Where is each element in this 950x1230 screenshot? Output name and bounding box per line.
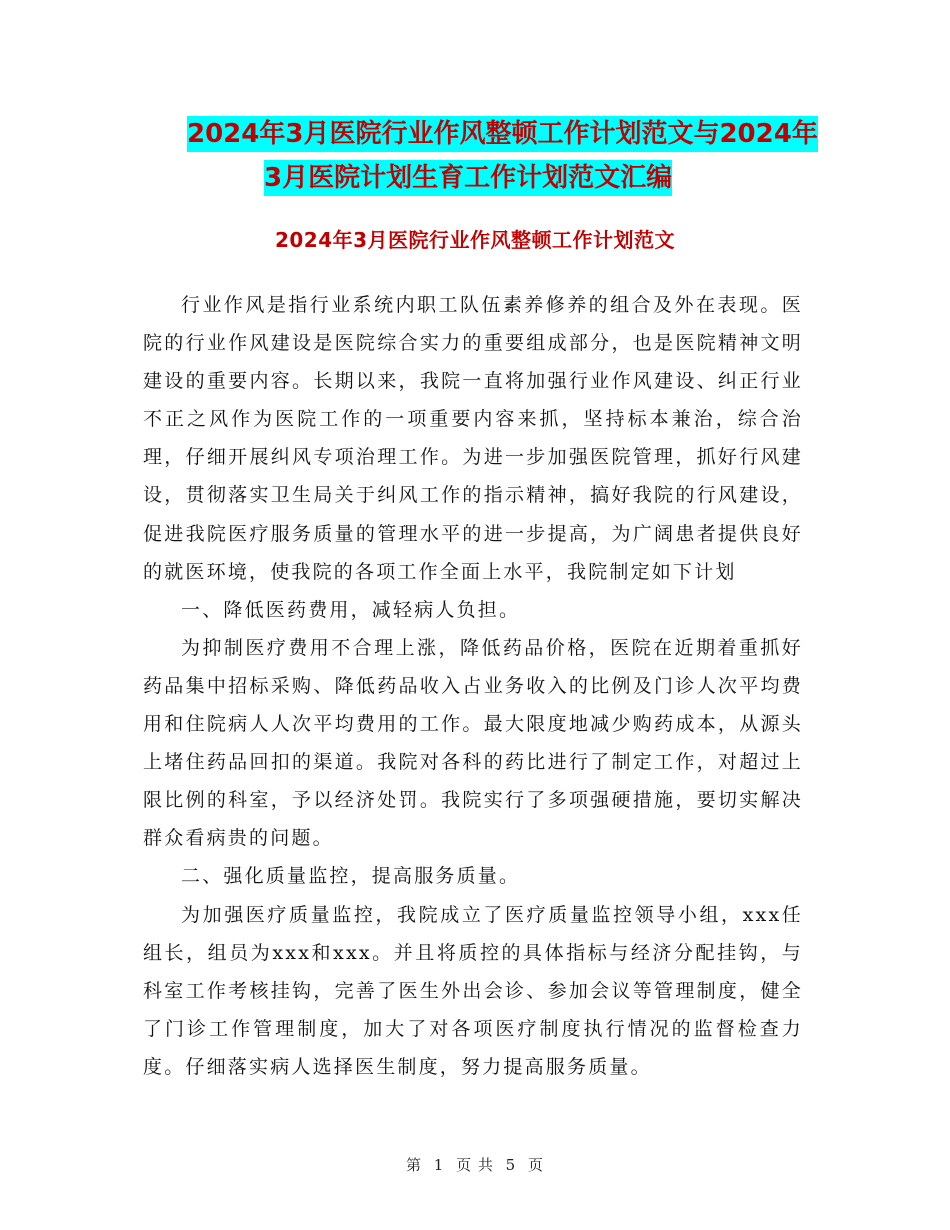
document-main-title	[140, 112, 820, 200]
footer-total-pages: 5	[505, 1156, 517, 1174]
paragraph: 为加强医疗质量监控，我院成立了医疗质量监控领导小组，xxx任组长，组员为xxx和xxx。并且将质控的具体指标与经济分配挂钩，与科室工作考核挂钩，完善了医生外出会诊、参加会议等管理制度，健全了门诊工作管理制度，加大了对各项医疗制度执行情况的监督检查力度。仔细落实病人选择医生制度，努力提高服务质量。	[143, 903, 803, 1078]
section-heading-1: 一、降低医药费用，减轻病人负担。	[181, 598, 521, 621]
page-footer	[0, 1154, 950, 1175]
main-title-line-1: 2024年3月医院行业作风整顿工作计划范文与2024年	[187, 116, 818, 152]
paragraph: 行业作风是指行业系统内职工队伍素养修养的组合及外在表现。医院的行业作风建设是医院综合实力的重要组成部分，也是医院精神文明建设的重要内容。长期以来，我院一直将加强行业作风建设、纠正行业不正之风作为医院工作的一项重要内容来抓，坚持标本兼治，综合治理，仔细开展纠风专项治理工作。为进一步加强医院管理，抓好行风建设，贯彻落实卫生局关于纠风工作的指示精神，搞好我院的行风建设，促进我院医疗服务质量的管理水平的进一步提高，为广阔患者提供良好的就医环境，使我院的各项工作全面上水平，我院制定如下计划	[143, 294, 803, 583]
section-heading-2: 二、强化质量监控，提高服务质量。	[181, 865, 521, 888]
paragraph: 为抑制医疗费用不合理上涨，降低药品价格，医院在近期着重抓好药品集中招标采购、降低药品收入占业务收入的比例及门诊人次平均费用和住院病人人次平均费用的工作。最大限度地减少购药成本，从源头上堵住药品回扣的渠道。我院对各科的药比进行了制定工作，对超过上限比例的科室，予以经济处罚。我院实行了多项强硬措施，要切实解决群众看病贵的问题。	[143, 636, 803, 850]
footer-suffix: 页	[528, 1156, 545, 1174]
footer-prefix: 第	[405, 1156, 422, 1174]
main-title-line-2: 3月医院计划生育工作计划范文汇编	[264, 160, 672, 196]
footer-mid: 页 共	[456, 1156, 494, 1174]
section-title: 2024年3月医院行业作风整顿工作计划范文	[274, 228, 676, 252]
footer-page-number: 1	[433, 1156, 445, 1174]
document-body	[143, 286, 803, 1086]
